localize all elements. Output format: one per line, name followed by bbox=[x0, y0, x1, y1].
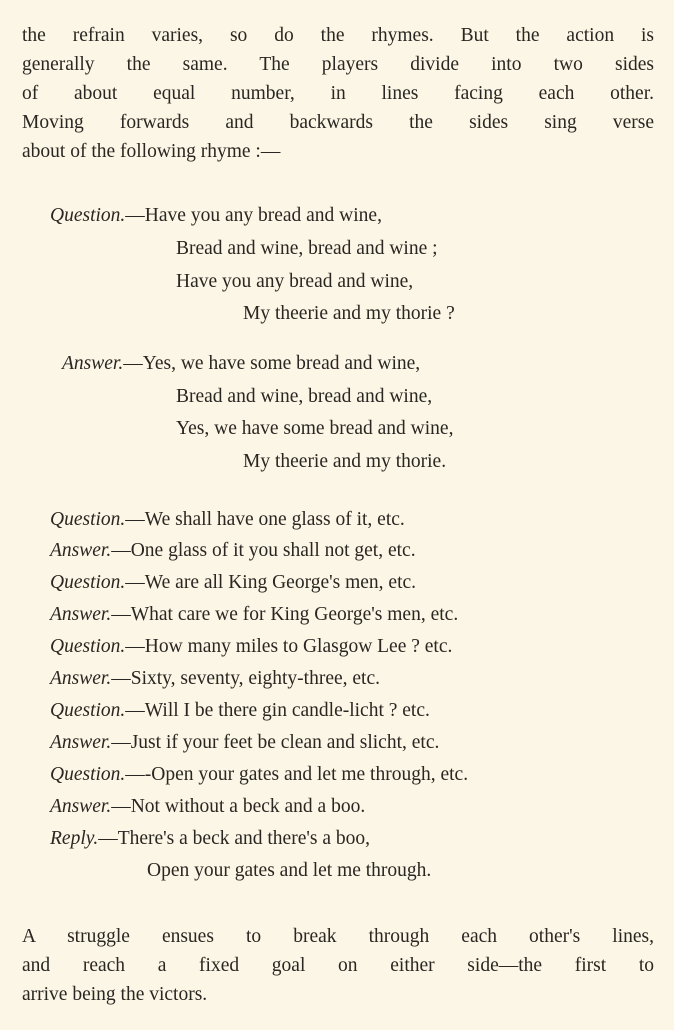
em-dash: — bbox=[123, 353, 143, 374]
exchange-line bbox=[50, 604, 458, 626]
exchange-text: —What care we for King George's men, etc. bbox=[111, 604, 459, 625]
outro-line: and reach a fixed goal on either side—the first to bbox=[22, 955, 654, 976]
intro-line: of about equal number, in lines facing each other. bbox=[22, 83, 654, 104]
exchange-text: —Not without a beck and a boo. bbox=[111, 796, 366, 817]
exchange-text: —Just if your feet be clean and slicht, etc. bbox=[111, 732, 440, 753]
speaker-label: Question. bbox=[50, 509, 126, 530]
exchange-text: —We shall have one glass of it, etc. bbox=[125, 509, 405, 530]
intro-line: about of the following rhyme :— bbox=[22, 141, 281, 162]
speaker-label: Question. bbox=[50, 764, 126, 785]
outro-line: arrive being the victors. bbox=[22, 984, 208, 1005]
speaker-label: Answer. bbox=[50, 540, 112, 561]
verse-line: Bread and wine, bread and wine, bbox=[176, 386, 433, 407]
exchange-line bbox=[50, 732, 439, 754]
exchange-text: —There's a beck and there's a boo, bbox=[98, 828, 370, 849]
exchange-text: —How many miles to Glasgow Lee ? etc. bbox=[125, 636, 453, 657]
exchange-line bbox=[50, 700, 430, 722]
verse-text: Yes, we have some bread and wine, bbox=[142, 353, 421, 374]
verse-line: Have you any bread and wine, bbox=[176, 271, 414, 292]
verse-text: Have you any bread and wine, bbox=[144, 205, 382, 226]
exchange-text: —Will I be there gin candle-licht ? etc. bbox=[125, 700, 430, 721]
speaker-label: Answer. bbox=[50, 604, 112, 625]
verse-line bbox=[50, 205, 382, 227]
exchange-text: —Sixty, seventy, eighty-three, etc. bbox=[111, 668, 380, 689]
verse-line: My theerie and my thorie ? bbox=[243, 303, 455, 324]
intro-line: Moving forwards and backwards the sides sing verse bbox=[22, 112, 654, 133]
speaker-label: Question. bbox=[50, 572, 126, 593]
exchange-line bbox=[50, 764, 468, 786]
speaker-label: Answer. bbox=[62, 353, 124, 374]
speaker-label: Question. bbox=[50, 205, 126, 226]
outro-paragraph bbox=[22, 922, 654, 1009]
exchange-text: —One glass of it you shall not get, etc. bbox=[111, 540, 416, 561]
intro-line: the refrain varies, so do the rhymes. But the action is bbox=[22, 25, 654, 46]
exchange-line bbox=[50, 796, 365, 818]
speaker-label: Question. bbox=[50, 700, 126, 721]
exchange-line bbox=[50, 540, 416, 562]
exchange-continuation: Open your gates and let me through. bbox=[147, 860, 432, 881]
speaker-label: Answer. bbox=[50, 796, 112, 817]
verse-line: Bread and wine, bread and wine ; bbox=[176, 238, 438, 259]
exchange-text: —-Open your gates and let me through, etc. bbox=[125, 764, 469, 785]
speaker-label: Question. bbox=[50, 636, 126, 657]
intro-line: generally the same. The players divide into two sides bbox=[22, 54, 654, 75]
em-dash: — bbox=[125, 205, 145, 226]
verse-line bbox=[62, 353, 420, 375]
speaker-label: Answer. bbox=[50, 668, 112, 689]
verse-line: Yes, we have some bread and wine, bbox=[176, 418, 454, 439]
exchange-line bbox=[50, 828, 370, 850]
exchange-line bbox=[50, 636, 452, 658]
speaker-label: Answer. bbox=[50, 732, 112, 753]
exchange-line bbox=[50, 668, 380, 690]
exchange-text: —We are all King George's men, etc. bbox=[125, 572, 417, 593]
speaker-label: Reply. bbox=[50, 828, 99, 849]
outro-line: A struggle ensues to break through each other's lines, bbox=[22, 926, 654, 947]
exchange-line bbox=[50, 572, 416, 594]
exchange-line bbox=[50, 509, 405, 531]
verse-line: My theerie and my thorie. bbox=[243, 451, 447, 472]
intro-paragraph bbox=[22, 21, 654, 166]
